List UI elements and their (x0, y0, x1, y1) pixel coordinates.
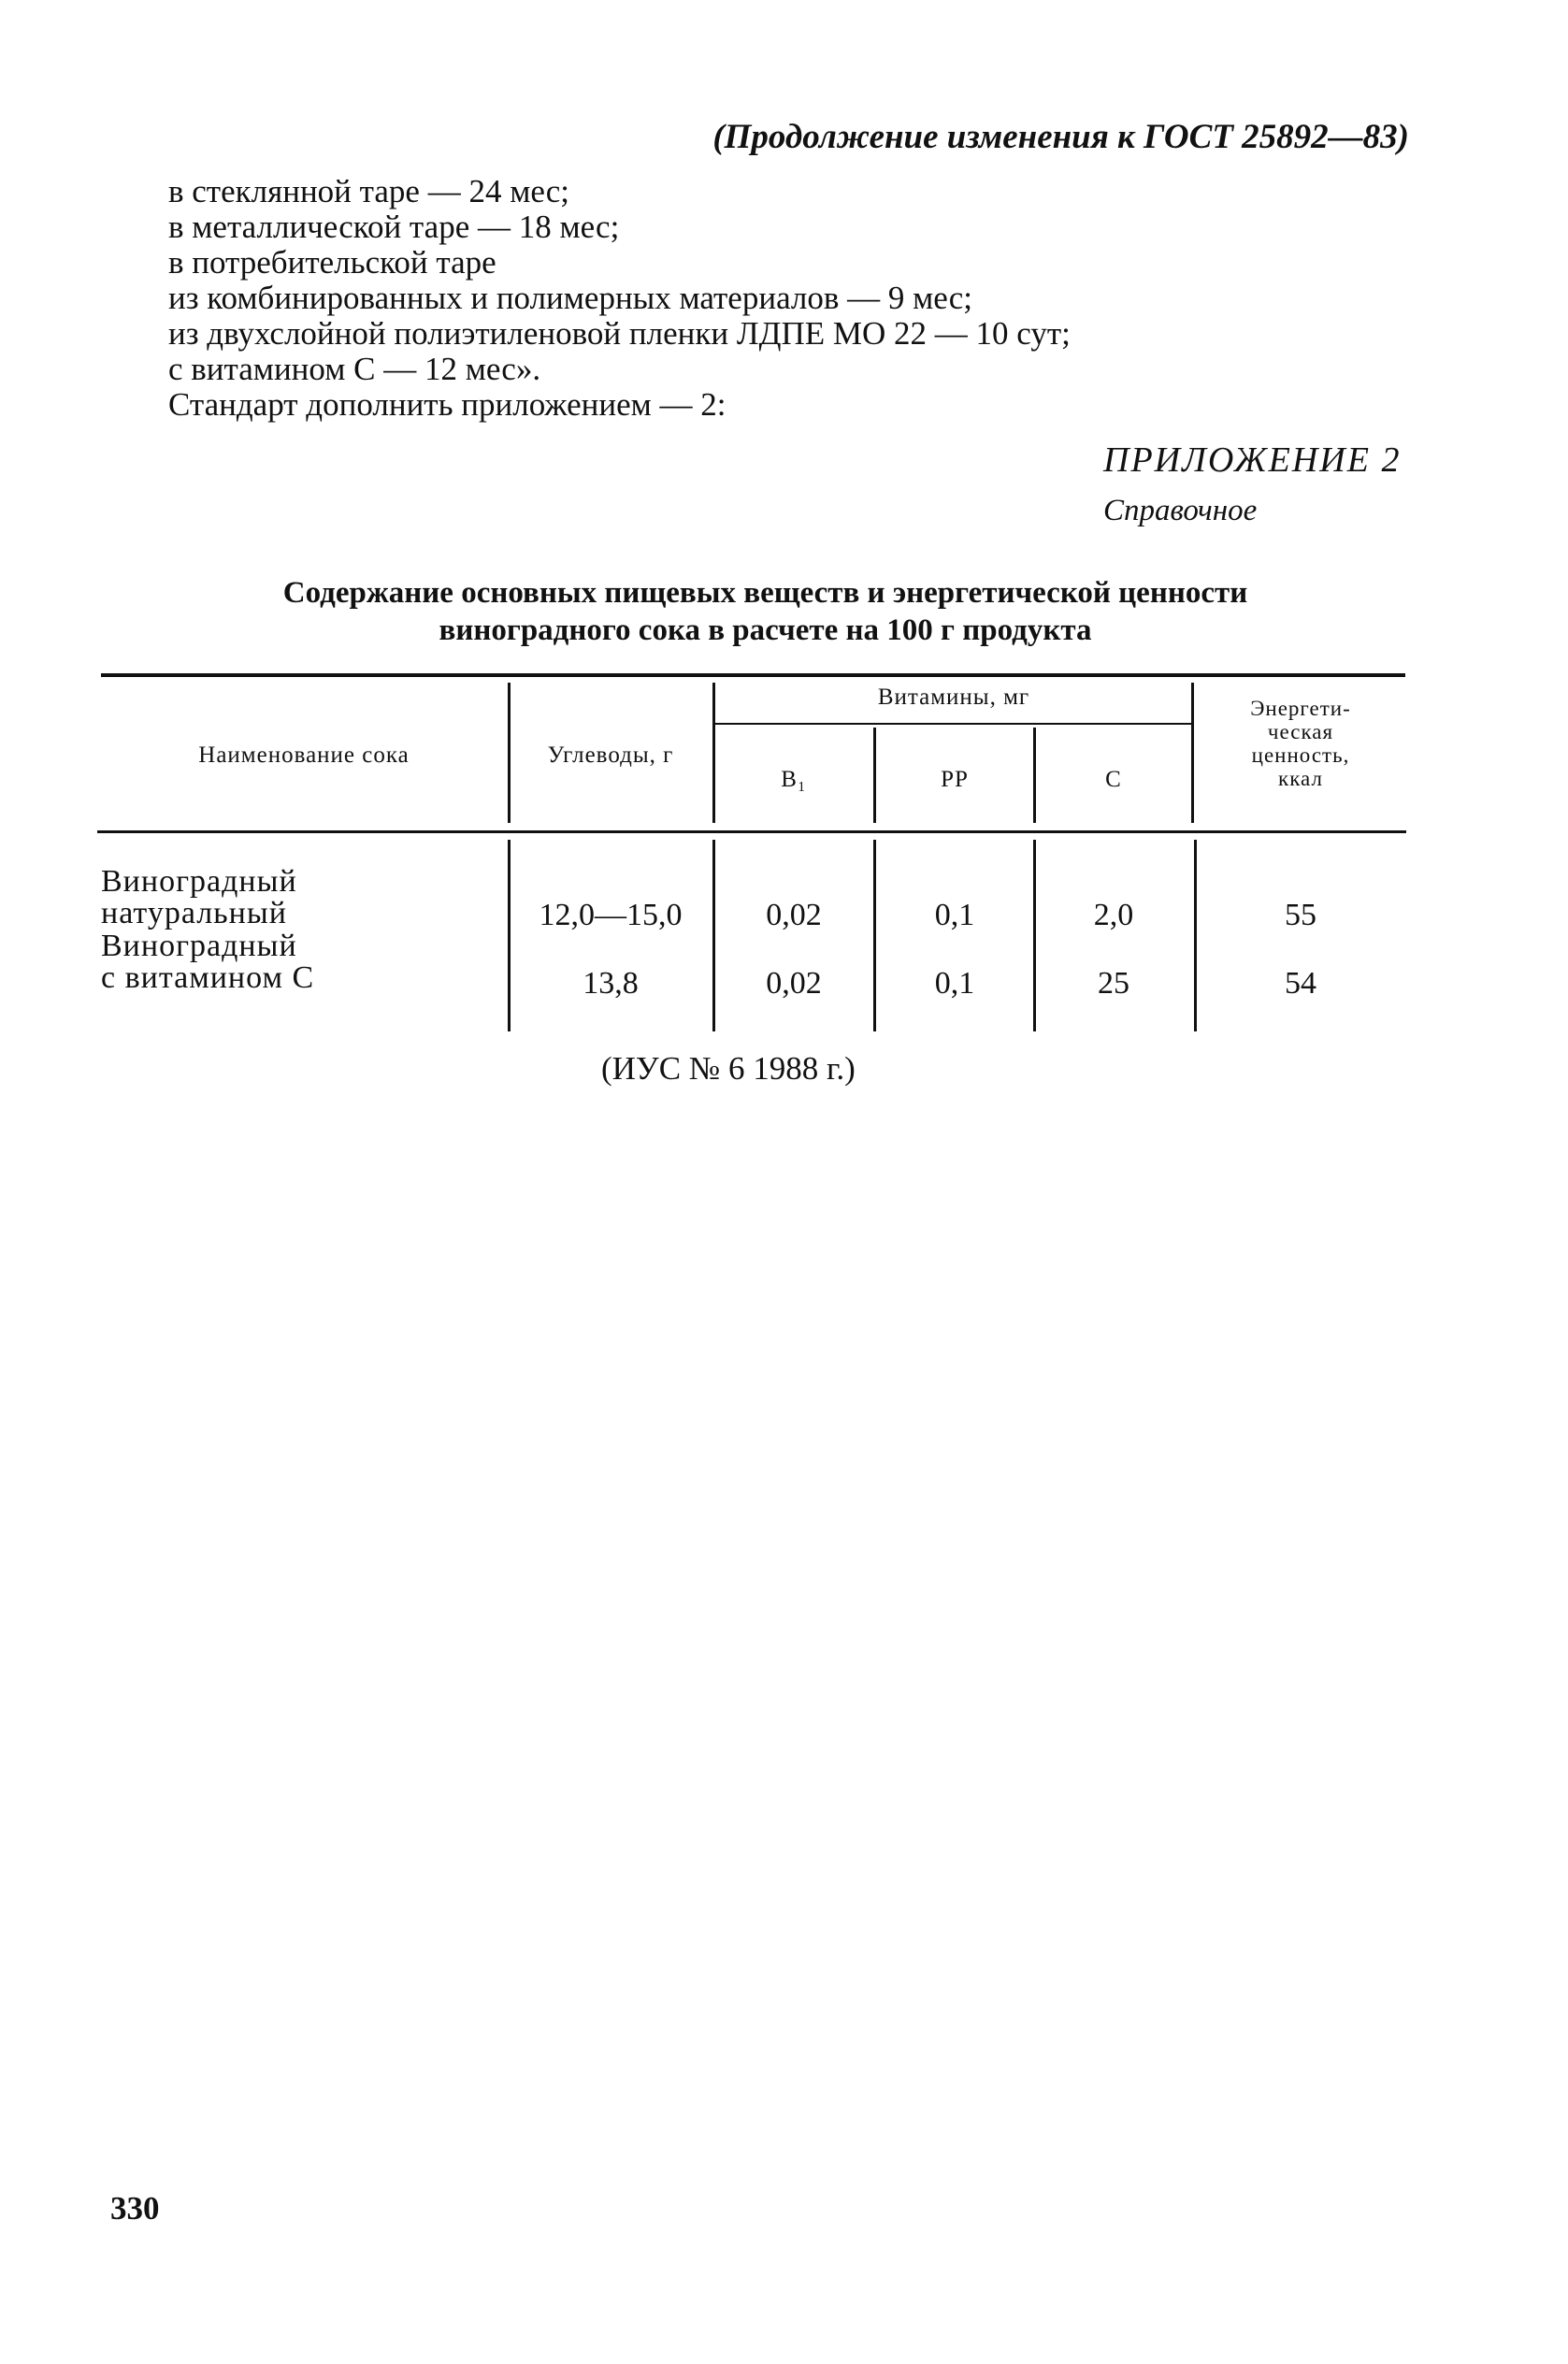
header-c: C (1105, 767, 1122, 792)
body-line: с витамином С — 12 мес». (168, 351, 541, 387)
cell-energy: 54 (1285, 966, 1316, 1001)
continuation-header: (Продолжение изменения к ГОСТ 25892—83) (712, 118, 1409, 156)
table-row-name: Виноградный с витамином С (101, 929, 315, 995)
table-top-rule (101, 673, 1405, 677)
body-line: Стандарт дополнить приложением — 2: (168, 386, 726, 423)
body-line: из комбинированных и полимерных материалов — 9 мес; (168, 280, 972, 316)
cell-b1: 0,02 (766, 898, 822, 932)
body-col-sep (508, 840, 511, 1031)
cell-c: 25 (1098, 966, 1129, 1001)
table-row-name: Виноградный натуральный (101, 864, 297, 930)
cell-energy: 55 (1285, 898, 1316, 932)
body-col-sep (873, 840, 876, 1031)
body-line: в потребительской таре (168, 244, 496, 281)
header-vitamins: Витамины, мг (877, 685, 1030, 710)
appendix-title: ПРИЛОЖЕНИЕ 2 (1103, 440, 1402, 480)
source-note: (ИУС № 6 1988 г.) (601, 1050, 856, 1087)
table-caption-line: Содержание основных пищевых веществ и энергетической ценности (282, 576, 1248, 610)
vitamins-divider-rule (715, 723, 1194, 725)
header-energy: Энергети- ческая ценность, ккал (1250, 697, 1351, 790)
body-line: в стеклянной таре — 24 мес; (168, 173, 570, 209)
appendix-subtitle: Справочное (1103, 494, 1258, 527)
cell-b1: 0,02 (766, 966, 822, 1001)
cell-pp: 0,1 (934, 898, 975, 932)
cell-pp: 0,1 (934, 966, 975, 1001)
header-b1: B₁ (781, 767, 807, 792)
cell-carbs: 12,0—15,0 (539, 898, 683, 932)
header-name: Наименование сока (198, 742, 410, 768)
body-col-sep (1033, 840, 1036, 1031)
page-number: 330 (110, 2190, 160, 2227)
body-line: из двухслойной полиэтиленовой пленки ЛДПЕ МО 22 — 10 сут; (168, 315, 1071, 352)
body-line: в металлической таре — 18 мес; (168, 209, 620, 245)
body-text (168, 174, 1071, 423)
header-pp: PP (941, 767, 969, 792)
cell-carbs: 13,8 (583, 966, 639, 1001)
header-carbs: Углеводы, г (547, 742, 674, 768)
table-caption-line: виноградного сока в расчете на 100 г продукта (439, 613, 1092, 647)
body-col-sep (1194, 840, 1197, 1031)
table-caption (0, 574, 1531, 649)
table-header-bottom-rule (97, 830, 1406, 833)
body-col-sep (712, 840, 715, 1031)
cell-c: 2,0 (1093, 898, 1134, 932)
